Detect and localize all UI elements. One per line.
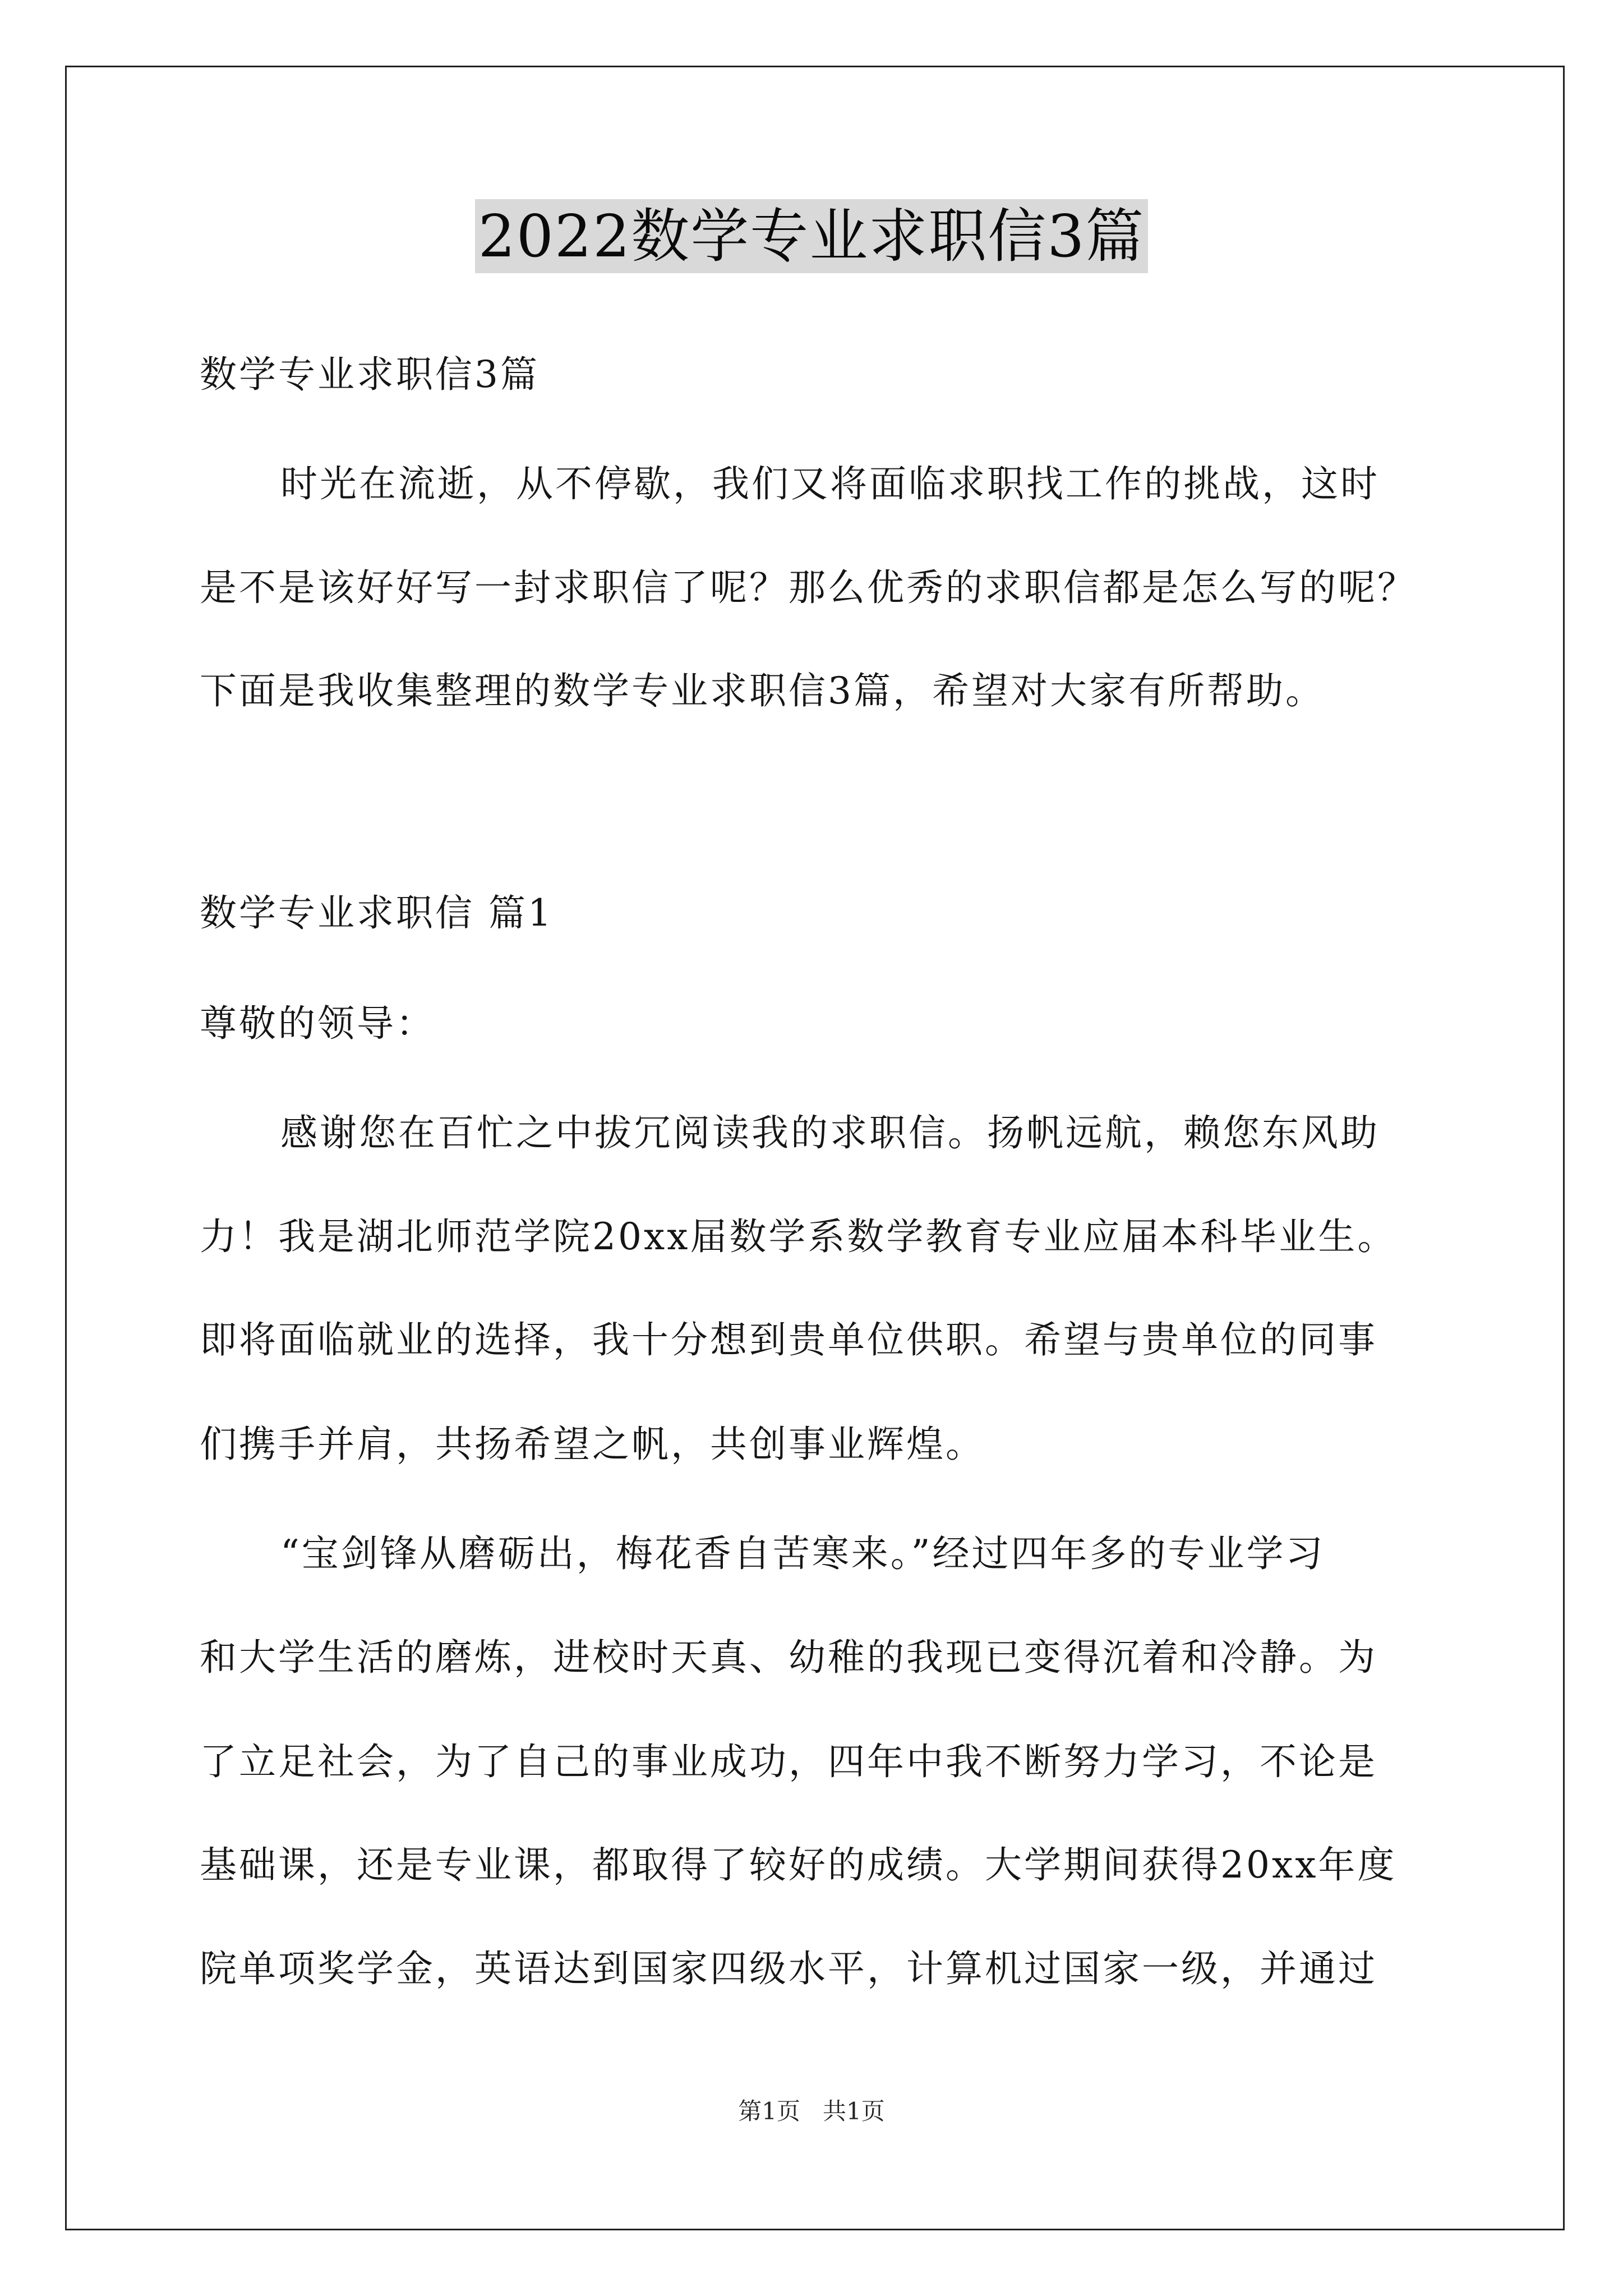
title-container [0, 199, 1623, 273]
body-line-6: 和大学生活的磨炼，进校时天真、幼稚的我现已变得沉着和冷静。为 [200, 1636, 1377, 1679]
document-title: 2022数学专业求职信3篇 [475, 199, 1149, 273]
intro-line-1: 时光在流逝，从不停歇，我们又将面临求职找工作的挑战，这时 [280, 462, 1380, 505]
body-line-2: 力！我是湖北师范学院20xx届数学系数学教育专业应届本科毕业生。 [200, 1215, 1397, 1258]
body-line-7: 了立足社会，为了自己的事业成功，四年中我不断努力学习，不论是 [200, 1740, 1377, 1783]
body-line-4: 们携手并肩，共扬希望之帆，共创事业辉煌。 [200, 1423, 985, 1466]
intro-line-2: 是不是该好好写一封求职信了呢？那么优秀的求职信都是怎么写的呢？ [200, 566, 1417, 609]
intro-line-3: 下面是我收集整理的数学专业求职信3篇，希望对大家有所帮助。 [200, 669, 1325, 712]
body-line-9: 院单项奖学金，英语达到国家四级水平，计算机过国家一级，并通过 [200, 1947, 1377, 1990]
body-line-5: “宝剑锋从磨砺出，梅花香自苦寒来。”经过四年多的专业学习 [280, 1532, 1325, 1575]
page-footer: 第1页 共1页 [738, 2097, 885, 2125]
subtitle: 数学专业求职信3篇 [200, 353, 540, 396]
body-line-3: 即将面临就业的选择，我十分想到贵单位供职。希望与贵单位的同事 [200, 1318, 1377, 1361]
body-line-8: 基础课，还是专业课，都取得了较好的成绩。大学期间获得20xx年度 [200, 1843, 1397, 1887]
section-heading: 数学专业求职信 篇1 [200, 891, 554, 935]
body-line-1: 感谢您在百忙之中拔冗阅读我的求职信。扬帆远航，赖您东风助 [280, 1111, 1380, 1154]
salutation: 尊敬的领导： [200, 1002, 435, 1045]
